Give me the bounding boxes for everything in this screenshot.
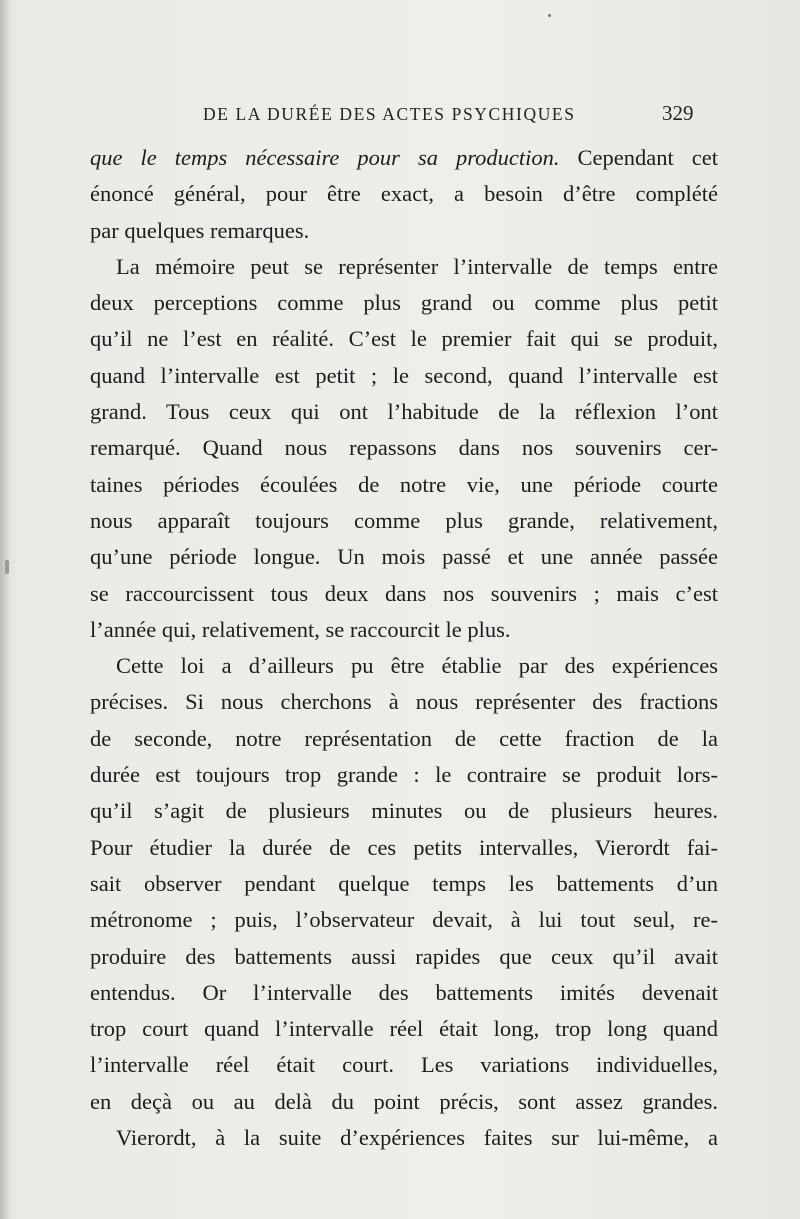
text-line: se raccourcissent tous deux dans nos souvenirs ; mais c’est xyxy=(90,580,718,606)
paper-speck xyxy=(5,560,9,574)
text-line: qu’il s’agit de plusieurs minutes ou de plusieurs heures. xyxy=(90,798,718,824)
text-line: durée est toujours trop grande : le contraire se produit lors- xyxy=(90,762,718,788)
text-line xyxy=(90,140,718,176)
text-line: l’intervalle réel était court. Les variations individuelles, xyxy=(90,1052,718,1078)
page-number: 329 xyxy=(662,101,694,125)
line-text: Cependant cet xyxy=(559,145,718,170)
text-line: sait observer pendant quelque temps les battements d’un xyxy=(90,870,718,896)
text-line: nous apparaît toujours comme plus grande, relativement, xyxy=(90,507,718,533)
italic-phrase: que le temps nécessaire pour sa production. xyxy=(90,145,560,170)
text-line: qu’il ne l’est en réalité. C’est le premier fait qui se produit, xyxy=(90,326,718,352)
text-line: grand. Tous ceux qui ont l’habitude de la réflexion l’ont xyxy=(90,399,718,425)
text-line: entendus. Or l’intervalle des battements imités devenait xyxy=(90,979,718,1005)
text-line: produire des battements aussi rapides que ceux qu’il avait xyxy=(90,943,718,969)
paragraph-first-line: Cette loi a d’ailleurs pu être établie par des expériences xyxy=(116,653,718,679)
text-line: trop court quand l’intervalle réel était long, trop long quand xyxy=(90,1016,718,1042)
running-title: DE LA DURÉE DES ACTES PSYCHIQUES xyxy=(203,104,576,124)
text-line: en deçà ou au delà du point précis, sont assez grandes. xyxy=(90,1088,718,1114)
text-line: remarqué. Quand nous repassons dans nos souvenirs cer- xyxy=(90,435,718,461)
text-line: quand l’intervalle est petit ; le second, quand l’intervalle est xyxy=(90,362,718,388)
text-line: énoncé général, pour être exact, a besoin d’être complété xyxy=(90,181,718,207)
running-head xyxy=(0,101,800,134)
text-line: deux perceptions comme plus grand ou comme plus petit xyxy=(90,290,718,316)
body-text xyxy=(90,140,718,1156)
text-line: métronome ; puis, l’observateur devait, à lui tout seul, re- xyxy=(90,907,718,933)
paragraph-first-line: Vierordt, à la suite d’expériences faites sur lui-même, a xyxy=(116,1125,718,1151)
text-line: par quelques remarques. xyxy=(90,217,310,243)
text-line: qu’une période longue. Un mois passé et une année passée xyxy=(90,544,718,570)
text-line: précises. Si nous cherchons à nous représenter des fractions xyxy=(90,689,718,715)
text-line: Pour étudier la durée de ces petits intervalles, Vierordt fai- xyxy=(90,834,718,860)
text-line: taines périodes écoulées de notre vie, une période courte xyxy=(90,471,718,497)
paragraph-first-line: La mémoire peut se représenter l’intervalle de temps entre xyxy=(116,253,718,279)
text-line: l’année qui, relativement, se raccourcit le plus. xyxy=(90,616,511,642)
gutter-shadow xyxy=(0,0,10,1219)
paper-speck xyxy=(548,14,551,17)
text-line: de seconde, notre représentation de cette fraction de la xyxy=(90,725,718,751)
